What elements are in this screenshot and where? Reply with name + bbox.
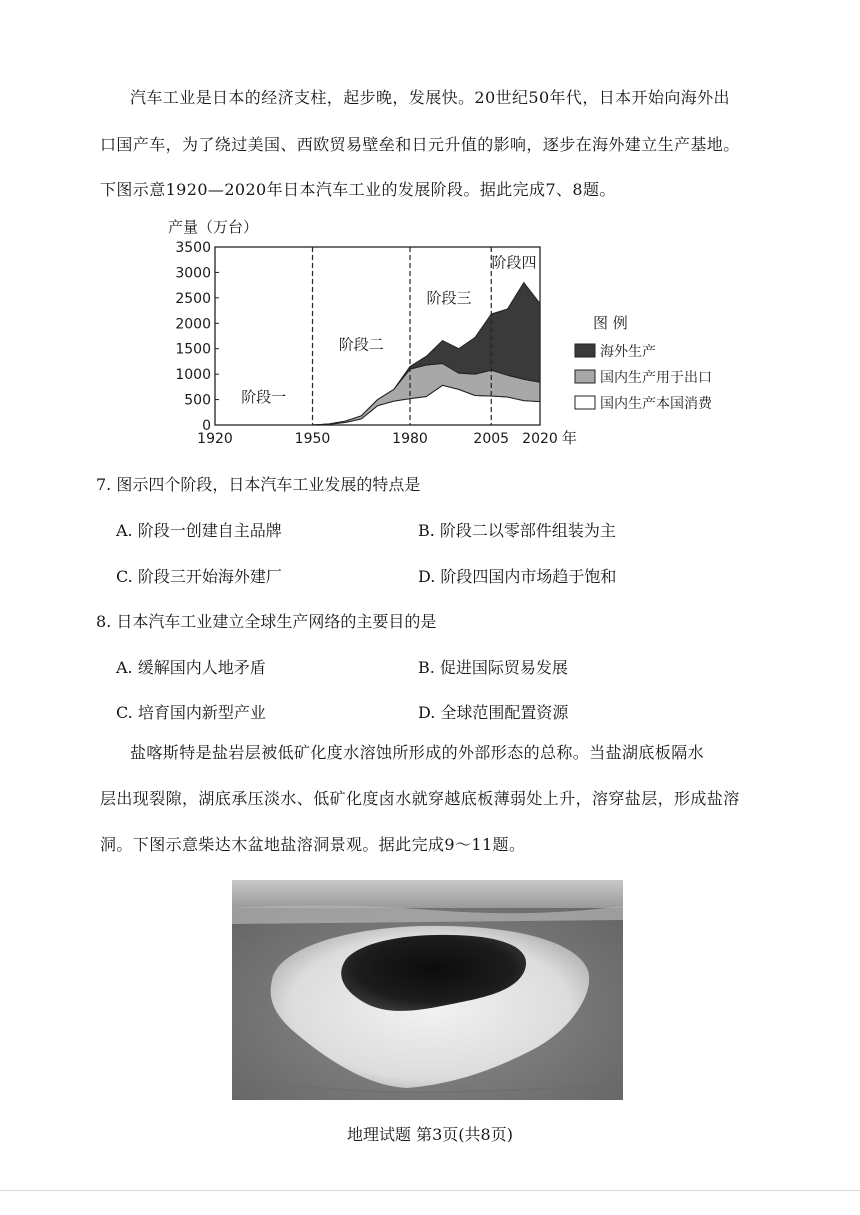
q8-option-d[interactable]: D. 全球范围配置资源 [418,703,569,722]
question-8-stem: 8. 日本汽车工业建立全球生产网络的主要目的是 [96,612,437,631]
q8-option-b[interactable]: B. 促进国际贸易发展 [418,658,568,677]
x-tick-label-4: 2020 [522,431,558,447]
legend-label-2: 海外生产 [600,344,656,360]
question-7-stem: 7. 图示四个阶段，日本汽车工业发展的特点是 [96,475,421,494]
page-footer: 地理试题 第3页(共8页) [347,1125,513,1144]
legend-swatch-0 [575,396,595,409]
intro-paragraph-2 [100,735,780,770]
stage-label-2: 阶段二 [338,335,384,354]
y-tick-label-1: 500 [184,392,211,409]
y-tick-label-7: 3500 [175,240,211,256]
salt-cave-photo [232,880,623,1100]
y-tick-label-6: 3000 [175,265,211,282]
legend-label-1: 国内生产用于出口 [600,370,712,386]
intro-paragraph-1 [100,80,780,115]
y-tick-label-5: 2500 [175,290,211,307]
x-tick-label-3: 2005 [473,431,510,447]
y-tick-label-3: 1500 [175,341,211,358]
y-tick-label-2: 1000 [175,367,211,384]
stage-label-3: 阶段三 [426,288,472,307]
intro-1-line-1: 汽车工业是日本的经济支柱，起步晚，发展快。20世纪50年代，日本开始向海外出 [130,88,730,107]
legend-title: 图 例 [593,314,628,332]
q7-option-a[interactable]: A. 阶段一创建自主品牌 [116,521,282,540]
q7-option-c[interactable]: C. 阶段三开始海外建厂 [116,567,282,586]
stage-label-4: 阶段四 [491,253,537,272]
x-tick-label-2: 1980 [392,431,428,447]
intro-paragraph-1-cont [100,127,780,162]
stage-label-1: 阶段一 [241,388,287,407]
intro-1-line-2: 口国产车，为了绕过美国、西欧贸易壁垒和日元升值的影响，逐步在海外建立生产基地。 [100,135,740,154]
q7-option-d[interactable]: D. 阶段四国内市场趋于饱和 [418,567,617,586]
bottom-divider [0,1190,860,1191]
q7-option-b[interactable]: B. 阶段二以零部件组装为主 [418,521,616,540]
legend-label-0: 国内生产本国消费 [600,396,712,412]
y-axis-label: 产量（万台） [168,218,259,236]
intro-2-line-1: 盐喀斯特是盐岩层被低矿化度水溶蚀所形成的外部形态的总称。当盐湖底板隔水 [130,743,705,762]
legend-swatch-1 [575,370,595,383]
intro-paragraph-2-cont2 [100,827,780,862]
intro-2-line-3: 洞。下图示意柴达木盆地盐溶洞景观。据此完成9～11题。 [100,835,526,854]
intro-paragraph-1-cont2 [100,172,780,207]
x-tick-label-0: 1920 [197,431,233,447]
x-tick-label-1: 1950 [294,431,331,447]
auto-industry-stage-chart [160,210,712,450]
q8-option-a[interactable]: A. 缓解国内人地矛盾 [116,658,266,677]
intro-1-line-3: 下图示意1920—2020年日本汽车工业的发展阶段。据此完成7、8题。 [100,180,616,199]
x-unit-label: 年 [562,429,578,447]
intro-paragraph-2-cont [100,781,780,816]
y-tick-label-0: 0 [202,418,211,434]
y-tick-label-4: 2000 [175,316,211,333]
intro-2-line-2: 层出现裂隙，湖底承压淡水、低矿化度卤水就穿越底板薄弱处上升，溶穿盐层，形成盐溶 [100,789,740,808]
q8-option-c[interactable]: C. 培育国内新型产业 [116,703,266,722]
legend-swatch-2 [575,344,595,357]
